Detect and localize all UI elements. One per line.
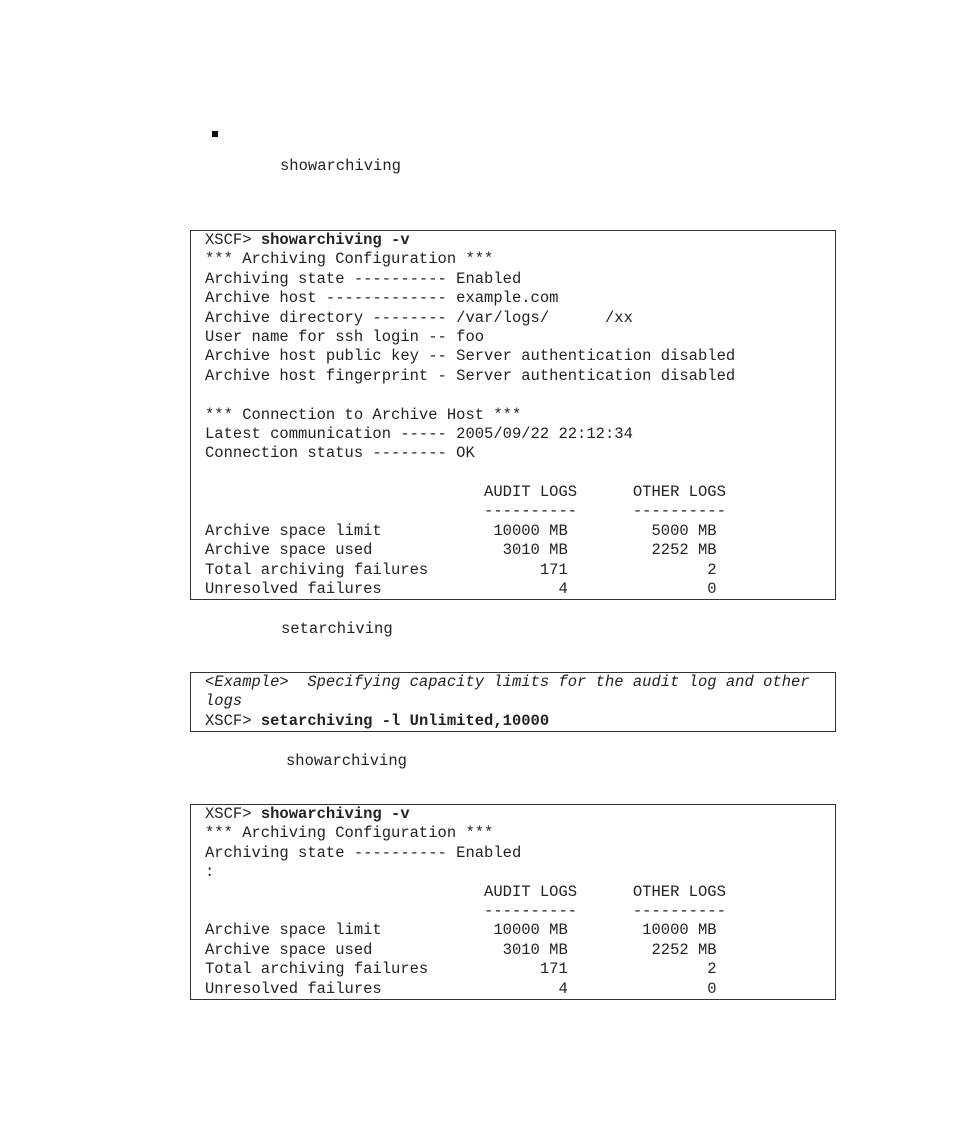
command-setarchiving: setarchiving -l Unlimited,10000 xyxy=(260,711,550,730)
terminal-line: *** Archiving Configuration *** xyxy=(205,250,494,269)
terminal-line: AUDIT LOGS OTHER LOGS xyxy=(205,882,726,901)
command-name-setarchiving: setarchiving xyxy=(281,620,393,638)
prompt: XSCF> xyxy=(205,231,261,249)
terminal-line: Archive space limit 10000 MB 10000 MB xyxy=(205,921,717,940)
terminal-line: Archive host fingerprint - Server authentication disabled xyxy=(205,366,736,385)
terminal-line: ---------- ---------- xyxy=(205,502,726,521)
terminal-output-text-1 xyxy=(191,231,835,599)
terminal-line: Archiving state ---------- Enabled xyxy=(205,269,522,288)
terminal-line xyxy=(205,805,835,824)
terminal-line: Total archiving failures 171 2 xyxy=(205,960,717,979)
command-text: showarchiving -v xyxy=(260,231,410,249)
terminal-output-text-2 xyxy=(191,805,835,999)
terminal-line: Archive space used 3010 MB 2252 MB xyxy=(205,940,717,959)
terminal-line xyxy=(205,231,835,250)
terminal-line xyxy=(205,386,835,405)
bullet-square-icon xyxy=(212,131,218,137)
terminal-line: Total archiving failures 171 2 xyxy=(205,560,717,579)
terminal-line: *** Archiving Configuration *** xyxy=(205,824,494,843)
prompt: XSCF> xyxy=(205,711,261,730)
terminal-line: Archive host public key -- Server authentication disabled xyxy=(205,347,736,366)
terminal-line: ---------- ---------- xyxy=(205,901,726,920)
terminal-example-box xyxy=(190,672,836,732)
terminal-line: Latest communication ----- 2005/09/22 22:12:34 xyxy=(205,424,633,443)
terminal-output-box-1 xyxy=(190,230,836,600)
terminal-line: : xyxy=(205,863,215,882)
terminal-line: Archive space limit 10000 MB 5000 MB xyxy=(205,521,717,540)
example-caption: <Example> Specifying capacity limits for the audit log and other xyxy=(205,673,810,691)
terminal-line xyxy=(205,464,835,483)
command-name-showarchiving-2: showarchiving xyxy=(286,752,407,770)
terminal-line: *** Connection to Archive Host *** xyxy=(205,405,522,424)
terminal-line: Connection status -------- OK xyxy=(205,444,475,463)
terminal-line: Unresolved failures 4 0 xyxy=(205,580,717,599)
command-text: showarchiving -v xyxy=(260,805,410,823)
terminal-line: AUDIT LOGS OTHER LOGS xyxy=(205,483,726,502)
terminal-line: Unresolved failures 4 0 xyxy=(205,979,717,998)
terminal-line: User name for ssh login -- foo xyxy=(205,327,485,346)
terminal-line: Archiving state ---------- Enabled xyxy=(205,843,522,862)
command-name-showarchiving: showarchiving xyxy=(280,157,401,175)
terminal-line: Archive directory -------- /var/logs/ /xx xyxy=(205,308,633,327)
terminal-example-text xyxy=(191,673,835,731)
terminal-line: Archive host ------------- example.com xyxy=(205,289,559,308)
example-caption-continued: logs xyxy=(205,692,243,711)
prompt: XSCF> xyxy=(205,805,261,823)
terminal-output-box-2 xyxy=(190,804,836,1000)
terminal-line: Archive space used 3010 MB 2252 MB xyxy=(205,541,717,560)
